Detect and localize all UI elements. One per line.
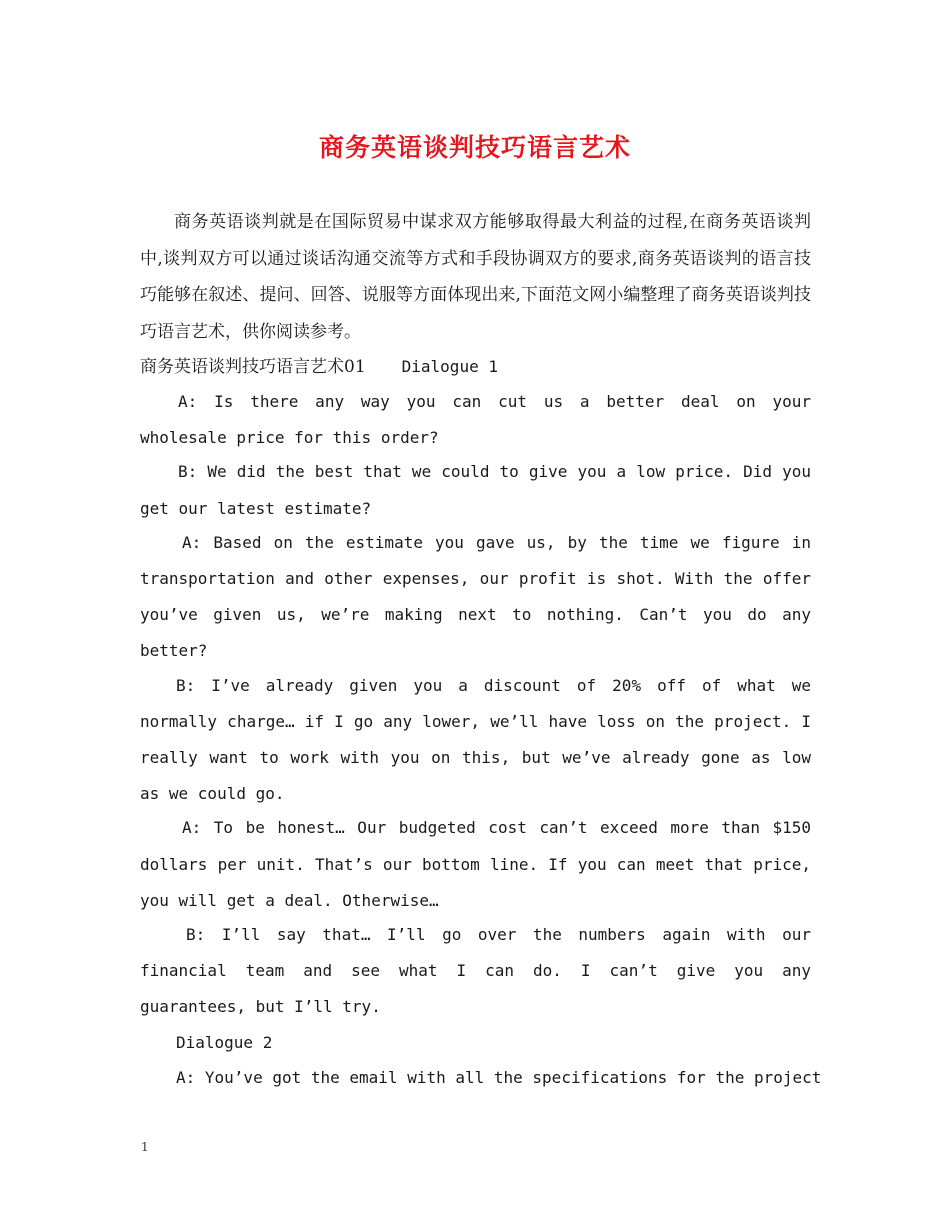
dialogue-2-label: Dialogue 2 bbox=[176, 1032, 273, 1052]
dialogue-line: A: To be honest… Our budgeted cost can’t exceed more than $150 dollars per unit. That’s our bottom line. If you can meet that price, you will get a deal. Otherwise… bbox=[140, 818, 811, 910]
dialogue-line: B: We did the best that we could to give you a low price. Did you get our latest estimate? bbox=[140, 462, 811, 518]
intro-paragraph: 商务英语谈判就是在国际贸易中谋求双方能够取得最大利益的过程,在商务英语谈判中,谈判双方可以通过谈话沟通交流等方式和手段协调双方的要求,商务英语谈判的语言技巧能够在叙述、提问、回答、说服等方面体现出来,下面范文网小编整理了商务英语谈判技巧语言艺术，供你阅读参考。 bbox=[140, 212, 811, 342]
section-heading-line bbox=[140, 350, 811, 384]
dialogue-1-label: Dialogue 1 bbox=[401, 357, 498, 376]
dialogue-line: A: Is there any way you can cut us a better deal on your wholesale price for this order? bbox=[140, 392, 811, 448]
section-heading: 商务英语谈判技巧语言艺术01 bbox=[140, 357, 366, 377]
dialogue-line: A: Based on the estimate you gave us, by the time we figure in transportation and other expenses, our profit is shot. With the offer you’ve given us, we’re making next to nothing. Can’t you do any better? bbox=[140, 532, 811, 661]
document-body bbox=[140, 204, 822, 1096]
dialogue-line: B: I’ve already given you a discount of 20% off of what we normally charge… if I go any lower, we’ll have loss on the project. I really want to work with you on this, but we’ve already gone as low as we could go. bbox=[140, 675, 811, 804]
dialogue-line: A: You’ve got the email with all the specifications for the project bbox=[176, 1067, 822, 1087]
page-number: 1 bbox=[141, 1140, 149, 1154]
dialogue-line: B: I’ll say that… I’ll go over the numbers again with our financial team and see what I can do. I can’t give you any guarantees, but I’ll try. bbox=[140, 925, 811, 1017]
document-title: 商务英语谈判技巧语言艺术 bbox=[318, 133, 631, 162]
